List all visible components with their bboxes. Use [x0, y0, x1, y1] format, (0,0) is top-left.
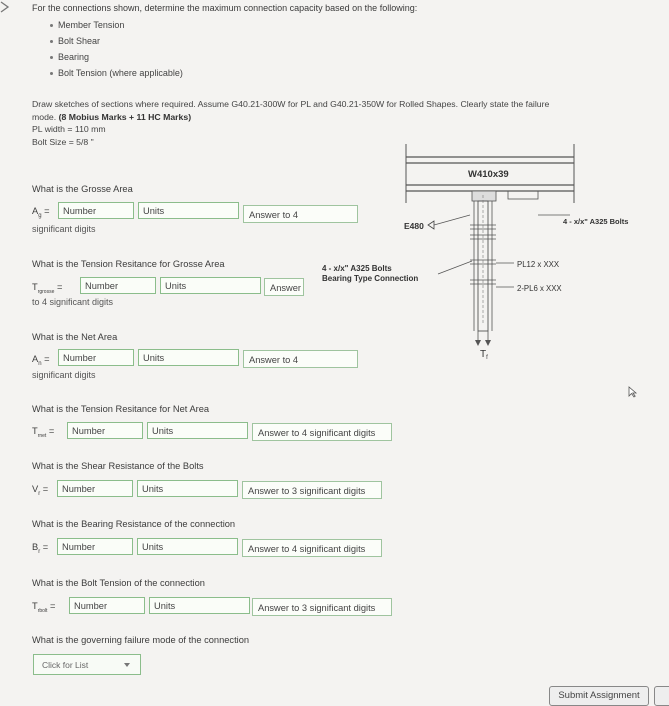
shear-number-input[interactable]: Number — [57, 480, 133, 497]
tension-gross-sig-digits: to 4 significant digits — [32, 297, 114, 307]
bullet-bolt-shear: Bolt Shear — [50, 36, 100, 46]
question-net-area: What is the Net Area — [32, 332, 118, 342]
net-area-number-input[interactable]: Number — [58, 349, 134, 366]
bullet-bearing: Bearing — [50, 52, 89, 62]
plate-callout-1: PL12 x XXX — [517, 260, 560, 269]
bolt-tension-units-input[interactable]: Units — [149, 597, 250, 614]
bolt-tension-answer-box: Answer to 3 significant digits — [252, 598, 392, 616]
gross-area-answer-box: Answer to 4 — [243, 205, 358, 223]
tension-gross-symbol: $T_{rgrosse}$ = — [32, 282, 63, 295]
tension-net-symbol: $T_{rnet}$ = — [32, 426, 55, 439]
question-shear-resistance: What is the Shear Resistance of the Bolts — [32, 461, 204, 471]
submit-assignment-button[interactable]: Submit Assignment — [549, 686, 649, 706]
chevron-down-icon — [124, 663, 130, 667]
bearing-units-input[interactable]: Units — [137, 538, 238, 555]
tf-label: $T_f$ — [480, 349, 488, 361]
tension-net-answer-box: Answer to 4 significant digits — [252, 423, 392, 441]
bearing-symbol: $B_r$ = — [32, 542, 49, 555]
bearing-number-input[interactable]: Number — [57, 538, 133, 555]
question-tension-gross: What is the Tension Resitance for Grosse Area — [32, 259, 225, 269]
angle-plate — [508, 191, 538, 199]
net-area-answer-box: Answer to 4 — [243, 350, 358, 368]
expand-arrow-icon[interactable] — [0, 0, 10, 14]
failure-mode-select-value: Click for List — [42, 660, 89, 670]
net-area-sig-digits: significant digits — [32, 370, 96, 380]
tension-gross-number-input[interactable]: Number — [80, 277, 156, 294]
bolt-callout-right: 4 - x/x" A325 Bolts — [563, 217, 629, 226]
tension-gross-answer-box: Answer — [264, 278, 304, 296]
next-button[interactable] — [654, 686, 669, 706]
gross-area-units-input[interactable]: Units — [138, 202, 239, 219]
bullet-member-tension: Member Tension — [50, 20, 124, 30]
bearing-answer-box: Answer to 4 significant digits — [242, 539, 382, 557]
connection-diagram — [300, 135, 669, 365]
question-bearing-resistance: What is the Bearing Resistance of the connection — [32, 519, 236, 529]
bearing-type-label: Bearing Type Connection — [322, 274, 419, 283]
tension-net-number-input[interactable]: Number — [67, 422, 143, 439]
shear-answer-box: Answer to 3 significant digits — [242, 481, 382, 499]
mouse-cursor-icon — [628, 386, 638, 398]
failure-mode-select[interactable] — [33, 654, 141, 675]
problem-paragraph: Draw sketches of sections where required. Assume G40.21-300W for PL and G40.21-350W for Rolled Shapes. Clearly state the failure mode. (8 Mobius Marks + 11 HC Marks) PL width = 110 mm Bolt Size = 5/8 " — [32, 99, 550, 147]
gross-area-symbol: $A_g$ = — [32, 206, 50, 219]
gross-area-sig-digits: significant digits — [32, 224, 96, 234]
connection-block — [472, 191, 496, 201]
bolt-tension-number-input[interactable]: Number — [69, 597, 145, 614]
shear-symbol: $V_r$ = — [32, 484, 49, 497]
problem-intro: For the connections shown, determine the maximum connection capacity based on the following: — [32, 3, 418, 13]
net-area-units-input[interactable]: Units — [138, 349, 239, 366]
tension-arrow-right — [485, 340, 491, 346]
question-bolt-tension: What is the Bolt Tension of the connection — [32, 578, 205, 588]
plate-callout-2: 2-PL6 x XXX — [517, 284, 562, 293]
beam-label: W410x39 — [468, 169, 509, 180]
question-tension-net: What is the Tension Resitance for Net Area — [32, 404, 210, 414]
question-governing-failure: What is the governing failure mode of the connection — [32, 635, 250, 645]
tension-net-units-input[interactable]: Units — [147, 422, 248, 439]
weld-symbol-icon — [428, 221, 434, 229]
bullet-bolt-tension: Bolt Tension (where applicable) — [50, 68, 183, 78]
question-gross-area: What is the Grosse Area — [32, 184, 133, 194]
tension-gross-units-input[interactable]: Units — [160, 277, 261, 294]
shear-units-input[interactable]: Units — [137, 480, 238, 497]
net-area-symbol: $A_n$ = — [32, 354, 50, 367]
bolt-callout-center: 4 - x/x" A325 Bolts — [322, 264, 392, 273]
tension-arrow-left — [475, 340, 481, 346]
gross-area-number-input[interactable]: Number — [58, 202, 134, 219]
weld-label: E480 — [404, 221, 424, 231]
bolt-tension-symbol: $T_{rbolt}$ = — [32, 601, 56, 614]
